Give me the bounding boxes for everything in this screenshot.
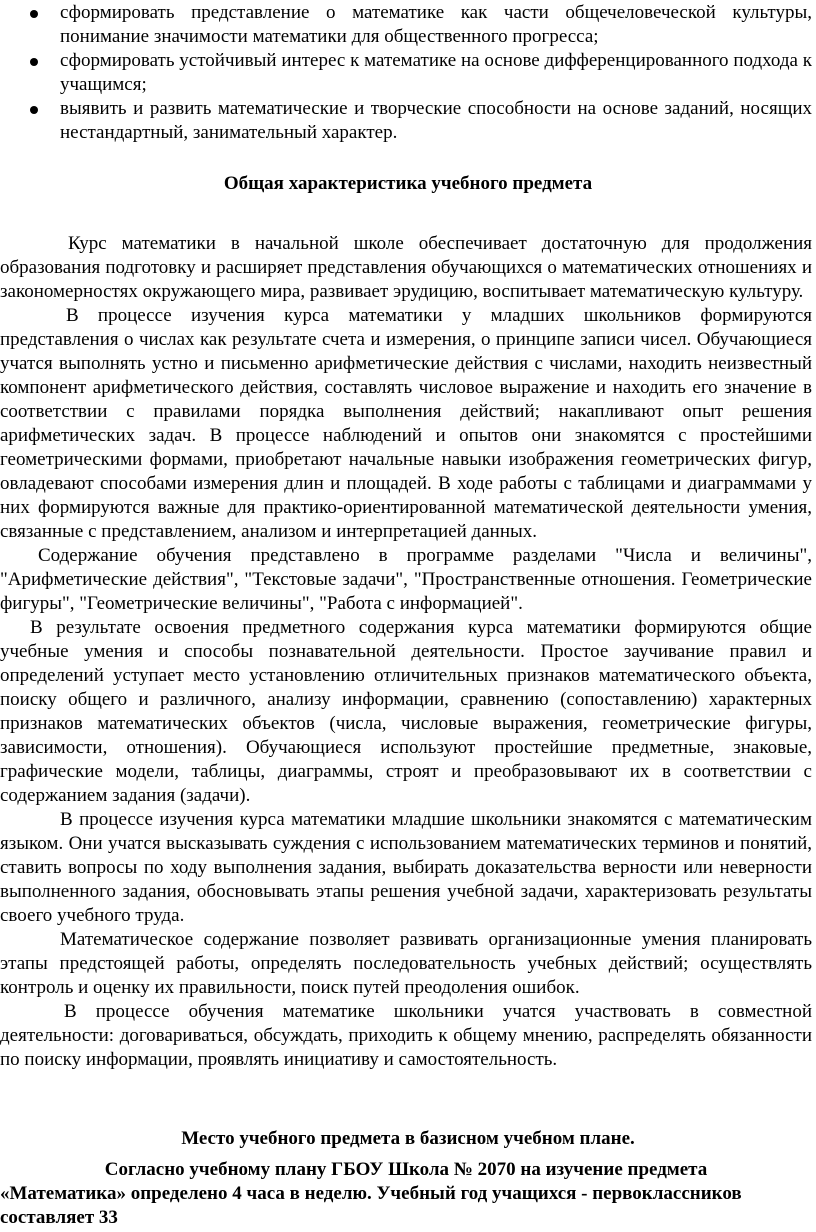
body-text <box>0 232 812 1072</box>
bullet-dot-icon <box>30 10 38 18</box>
bullet-text: выявить и развить математические и творческие способности на основе заданий, носящих нестандартный, занимательный характер. <box>60 98 812 143</box>
bullet-dot-icon <box>30 58 38 66</box>
bullet-text: сформировать устойчивый интерес к математике на основе дифференцированного подхода к учащимся; <box>60 50 812 95</box>
bullet-dot-icon <box>30 106 38 114</box>
place-heading: Место учебного предмета в базисном учебном плане. <box>181 1128 635 1149</box>
closing-line-1: Согласно учебному плану ГБОУ Школа № 2070 на изучение предмета <box>104 1159 708 1180</box>
paragraph: Содержание обучения представлено в программе разделами "Числа и величины", "Арифметические действия", "Текстовые задачи", "Пространственные отношения. Геометрические фигуры", "Геометрические величины", "Работа с информацией". <box>0 545 812 614</box>
closing-line-2: «Математика» определено 4 часа в неделю. Учебный год учащихся - первоклассников составляет 33 <box>0 1183 742 1228</box>
section-heading: Общая характеристика учебного предмета <box>223 173 593 194</box>
bullet-item <box>0 97 812 145</box>
paragraph: В результате освоения предметного содержания курса математики формируются общие учебные умения и способы познавательной деятельности. Простое заучивание правил и определений уступает место установлению отличительных признаков математического объекта, поиску общего и различного, анализу информации, сравнению (сопоставлению) характерных признаков математических объектов (числа, числовые выражения, геометрические фигуры, зависимости, отношения). Обучающиеся используют простейшие предметные, знаковые, графические модели, таблицы, диаграммы, строят и преобразовывают их в соответствии с содержанием задания (задачи). <box>0 617 812 806</box>
paragraph: В процессе изучения курса математики младшие школьники знакомятся с математическим языком. Они учатся высказывать суждения с использованием математических терминов и понятий, ставить вопросы по ходу выполнения задания, выбирать доказательства верности или неверности выполненного задания, обосновывать этапы решения учебной задачи, характеризовать результаты своего учебного труда. <box>0 809 812 926</box>
bullet-item <box>0 49 812 97</box>
bullet-item <box>0 1 812 49</box>
paragraph: Курс математики в начальной школе обеспечивает достаточную для продолжения образования подготовку и расширяет представления обучающихся о математических отношениях и закономерностях окружающего мира, развивает эрудицию, воспитывает математическую культуру. <box>0 233 812 302</box>
goals-bullet-list <box>0 1 812 145</box>
paragraph: В процессе обучения математике школьники учатся участвовать в совместной деятельности: договариваться, обсуждать, приходить к общему мнению, распределять обязанности по поиску информации, проявлять инициативу и самостоятельность. <box>0 1001 812 1070</box>
paragraph: Математическое содержание позволяет развивать организационные умения планировать этапы предстоящей работы, определять последовательность учебных действий; осуществлять контроль и оценку их правильности, поиск путей преодоления ошибок. <box>0 929 812 998</box>
bullet-text: сформировать представление о математике как части общечеловеческой культуры, понимание значимости математики для общественного прогресса; <box>60 2 812 47</box>
closing-text <box>0 1158 812 1230</box>
paragraph: В процессе изучения курса математики у младших школьников формируются представления о числах как результате счета и измерения, о принципе записи чисел. Обучающиеся учатся выполнять устно и письменно арифметические действия с числами, находить неизвестный компонент арифметического действия, составлять числовое выражение и находить его значение в соответствии с правилами порядка выполнения действий; накапливают опыт решения арифметических задач. В процессе наблюдений и опытов они знакомятся с простейшими геометрическими формами, приобретают начальные навыки изображения геометрических фигур, овладевают способами измерения длин и площадей. В ходе работы с таблицами и диаграммами у них формируются важные для практико-ориентированной математической деятельности умения, связанные с представлением, анализом и интерпретацией данных. <box>0 305 812 542</box>
